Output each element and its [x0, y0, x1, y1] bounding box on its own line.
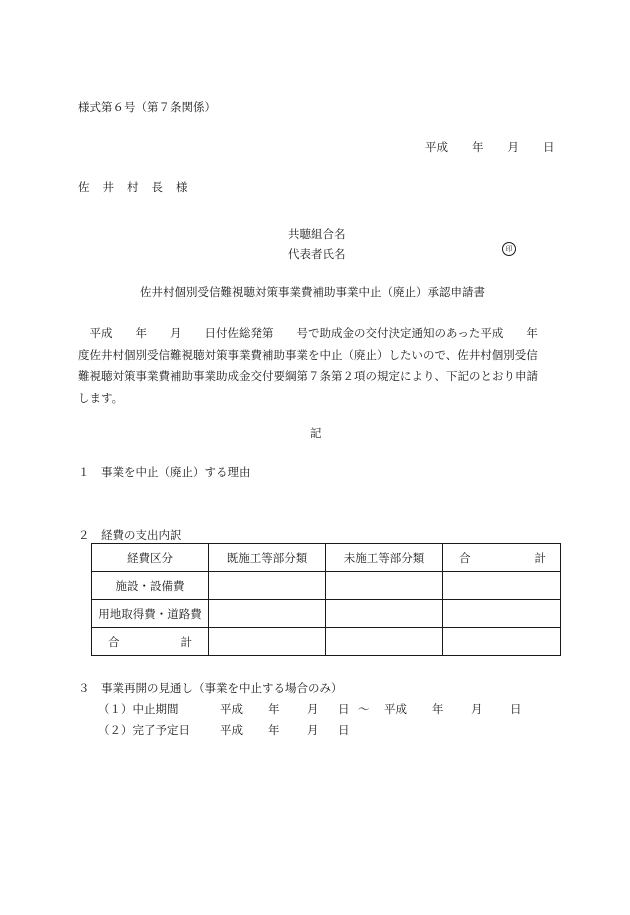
input-cell[interactable]	[209, 572, 326, 600]
ki-marker: 記	[310, 426, 322, 440]
input-cell[interactable]	[326, 600, 443, 628]
body-line: 平成 年 月 日付佐総発第 号で助成金の交付決定通知のあった平成 年	[78, 326, 538, 340]
form-number: 様式第６号（第７条関係）	[78, 100, 216, 114]
addressee: 佐井村長様	[78, 180, 201, 194]
total-row-label	[92, 628, 209, 656]
table-header-row	[92, 544, 561, 572]
header-cell: 経費区分	[92, 544, 209, 572]
applicant-block	[288, 225, 346, 265]
header-total-cell	[443, 544, 561, 572]
header-total-right: 計	[534, 550, 546, 565]
year: 年	[432, 702, 444, 716]
input-cell[interactable]	[209, 628, 326, 656]
input-cell[interactable]	[326, 628, 443, 656]
completion-date-label: （２）完了予定日	[98, 723, 190, 737]
year: 年	[268, 702, 280, 716]
month: 月	[307, 702, 319, 716]
header-cell: 未施工等部分類	[326, 544, 443, 572]
section-1-heading: １ 事業を中止（廃止）する理由	[78, 465, 251, 479]
section-2-heading: ２ 経費の支出内訳	[78, 528, 182, 542]
table-row	[92, 600, 561, 628]
table-total-row	[92, 628, 561, 656]
year: 年	[268, 723, 280, 737]
input-cell[interactable]	[326, 572, 443, 600]
input-cell[interactable]	[209, 600, 326, 628]
date-month: 月	[507, 140, 519, 154]
group-name-label: 共聴組合名	[288, 227, 346, 242]
era: 平成	[220, 723, 243, 737]
seal-mark: 印	[502, 242, 516, 256]
header-cell: 既施工等部分類	[209, 544, 326, 572]
body-line: します。	[78, 390, 124, 405]
cost-table	[91, 543, 561, 656]
input-cell[interactable]	[443, 572, 561, 600]
era: 平成	[384, 702, 407, 716]
completion-date	[98, 725, 350, 737]
body-line: 度佐井村個別受信難視聴対策事業費補助事業を中止（廃止）したいので、佐井村個別受信	[78, 347, 538, 362]
day: 日	[510, 702, 522, 716]
representative-label: 代表者氏名	[288, 247, 346, 262]
body-paragraph	[78, 323, 558, 409]
input-cell[interactable]	[443, 600, 561, 628]
day: 日	[338, 702, 350, 716]
header-total-left: 合	[459, 550, 471, 565]
document-title: 佐井村個別受信難視聴対策事業費補助事業中止（廃止）承認申請書	[140, 285, 485, 299]
body-line: 難視聴対策事業費補助事業助成金交付要綱第７条第２項の規定により、下記のとおり申請	[78, 369, 538, 383]
suspension-period	[98, 704, 522, 716]
total-right: 計	[180, 634, 192, 649]
date-year: 年	[472, 140, 484, 154]
era: 平成	[220, 702, 243, 716]
total-left: 合	[108, 634, 120, 649]
day: 日	[338, 723, 350, 737]
section-3-heading: ３ 事業再開の見通し（事業を中止する場合のみ）	[78, 681, 343, 695]
date-day: 日	[543, 140, 555, 154]
input-cell[interactable]	[443, 628, 561, 656]
date-era: 平成	[425, 140, 448, 154]
month: 月	[307, 723, 319, 737]
table-row	[92, 572, 561, 600]
row-label: 施設・設備費	[92, 572, 209, 600]
row-label: 用地取得費・道路費	[92, 600, 209, 628]
suspension-period-label: （１）中止期間	[98, 702, 179, 716]
date-line	[425, 142, 555, 154]
tilde: 〜	[358, 702, 370, 716]
month: 月	[471, 702, 483, 716]
